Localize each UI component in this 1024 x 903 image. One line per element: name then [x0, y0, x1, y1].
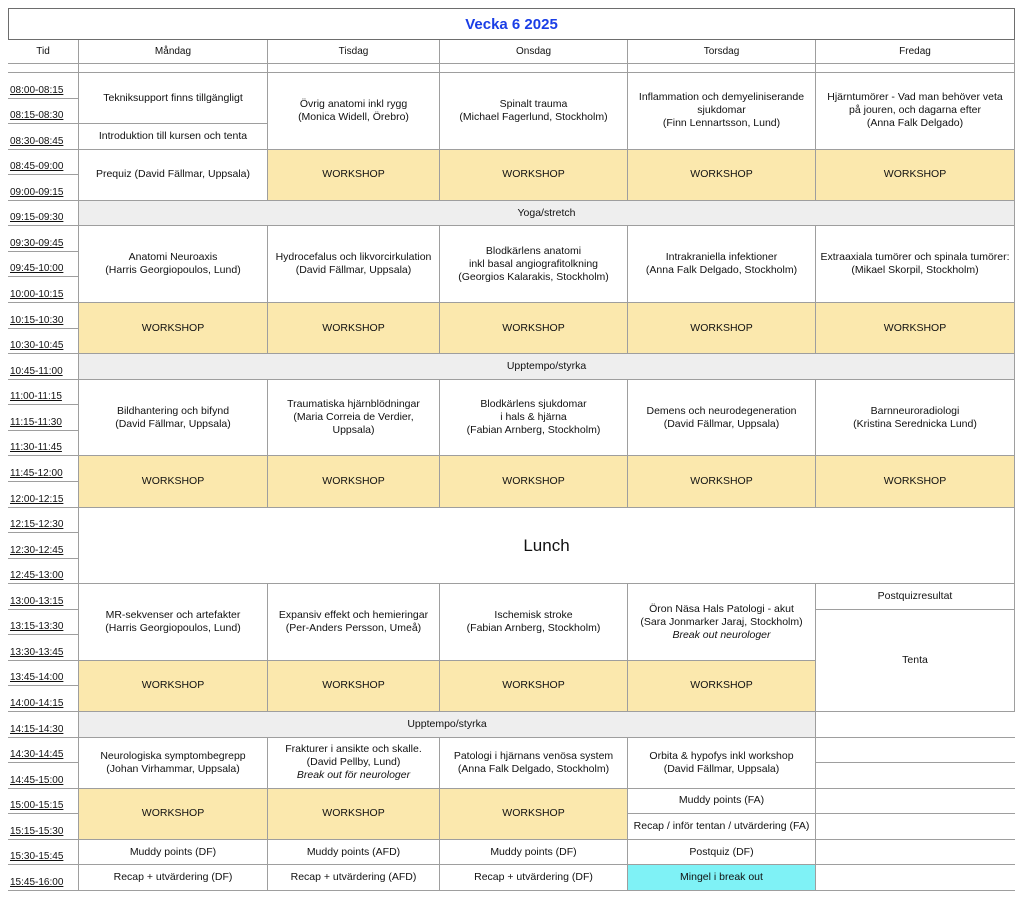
time-slot[interactable]: 14:30-14:45 — [8, 738, 79, 764]
empty-cell — [816, 789, 1015, 815]
time-slot[interactable]: 10:15-10:30 — [8, 303, 79, 329]
time-slot[interactable]: 13:00-13:15 — [8, 584, 79, 610]
workshop-block[interactable]: WORKSHOP — [79, 789, 268, 840]
session-block[interactable]: Hjärntumörer - Vad man behöver veta på jouren, och dagarna efter (Anna Falk Delgado) — [816, 73, 1015, 150]
empty-cell — [816, 814, 1015, 840]
workshop-block[interactable]: WORKSHOP — [268, 303, 440, 354]
session-block[interactable]: Mingel i break out — [628, 865, 816, 891]
session-block[interactable]: Recap + utvärdering (DF) — [440, 865, 628, 891]
workshop-block[interactable]: WORKSHOP — [79, 456, 268, 507]
session-block[interactable]: Demens och neurodegeneration (David Fällmar, Uppsala) — [628, 380, 816, 457]
session-text: Frakturer i ansikte och skalle. (David Pellby, Lund) — [285, 743, 422, 769]
session-block[interactable]: Traumatiska hjärnblödningar (Maria Correia de Verdier, Uppsala) — [268, 380, 440, 457]
time-slot[interactable]: 15:15-15:30 — [8, 814, 79, 840]
session-block[interactable]: Extraaxiala tumörer och spinala tumörer: (Mikael Skorpil, Stockholm) — [816, 226, 1015, 303]
time-slot[interactable]: 09:30-09:45 — [8, 226, 79, 252]
time-slot[interactable]: 12:45-13:00 — [8, 559, 79, 585]
session-block[interactable]: Muddy points (FA) — [628, 789, 816, 815]
lunch-block[interactable]: Lunch — [79, 508, 1015, 585]
time-slot[interactable]: 15:30-15:45 — [8, 840, 79, 866]
session-block[interactable]: Barnneuroradiologi (Kristina Serednicka Lund) — [816, 380, 1015, 457]
workshop-block[interactable]: WORKSHOP — [440, 303, 628, 354]
session-block[interactable]: Muddy points (DF) — [440, 840, 628, 866]
time-slot[interactable]: 11:30-11:45 — [8, 431, 79, 457]
session-block[interactable]: Postquizresultat — [816, 584, 1015, 610]
workshop-block[interactable]: WORKSHOP — [268, 150, 440, 201]
time-slot[interactable]: 08:00-08:15 — [8, 73, 79, 99]
break-row-upptempo[interactable]: Upptempo/styrka — [79, 712, 816, 738]
time-slot[interactable]: 11:45-12:00 — [8, 456, 79, 482]
session-block[interactable]: Inflammation och demyeliniserande sjukdomar (Finn Lennartsson, Lund) — [628, 73, 816, 150]
session-block[interactable] — [268, 738, 440, 789]
time-slot[interactable]: 10:30-10:45 — [8, 329, 79, 355]
session-block[interactable]: Muddy points (DF) — [79, 840, 268, 866]
session-block[interactable]: Blodkärlens anatomi inkl basal angiografitolkning (Georgios Kalarakis, Stockholm) — [440, 226, 628, 303]
workshop-block[interactable]: WORKSHOP — [268, 661, 440, 712]
session-block[interactable]: Intrakraniella infektioner (Anna Falk Delgado, Stockholm) — [628, 226, 816, 303]
time-slot[interactable]: 15:00-15:15 — [8, 789, 79, 815]
session-block[interactable]: Spinalt trauma (Michael Fagerlund, Stockholm) — [440, 73, 628, 150]
session-block[interactable]: MR-sekvenser och artefakter (Harris Georgiopoulos, Lund) — [79, 584, 268, 661]
session-block[interactable]: Orbita & hypofys inkl workshop (David Fällmar, Uppsala) — [628, 738, 816, 789]
column-header: Tid — [8, 40, 79, 64]
break-row-yoga[interactable]: Yoga/stretch — [79, 201, 1015, 227]
time-slot[interactable]: 13:45-14:00 — [8, 661, 79, 687]
session-block[interactable]: Neurologiska symptombegrepp (Johan Virhammar, Uppsala) — [79, 738, 268, 789]
workshop-block[interactable]: WORKSHOP — [440, 456, 628, 507]
time-slot[interactable]: 11:15-11:30 — [8, 405, 79, 431]
time-slot[interactable]: 14:00-14:15 — [8, 686, 79, 712]
workshop-block[interactable]: WORKSHOP — [440, 789, 628, 840]
session-note: Break out för neurologer — [296, 769, 411, 782]
session-block[interactable]: Blodkärlens sjukdomar i hals & hjärna (Fabian Arnberg, Stockholm) — [440, 380, 628, 457]
column-header: Tisdag — [268, 40, 440, 64]
column-header: Onsdag — [440, 40, 628, 64]
time-slot[interactable]: 08:15-08:30 — [8, 99, 79, 125]
spacer-cell — [8, 64, 79, 73]
week-title: Vecka 6 2025 — [8, 8, 1015, 40]
session-block[interactable]: Övrig anatomi inkl rygg (Monica Widell, Örebro) — [268, 73, 440, 150]
session-block[interactable]: Hydrocefalus och likvorcirkulation (David Fällmar, Uppsala) — [268, 226, 440, 303]
empty-cell — [816, 738, 1015, 764]
workshop-block[interactable]: WORKSHOP — [79, 303, 268, 354]
time-slot[interactable]: 09:15-09:30 — [8, 201, 79, 227]
session-block[interactable]: Expansiv effekt och hemieringar (Per-Anders Persson, Umeå) — [268, 584, 440, 661]
session-block[interactable]: Prequiz (David Fällmar, Uppsala) — [79, 150, 268, 201]
workshop-block[interactable]: WORKSHOP — [628, 661, 816, 712]
time-slot[interactable]: 08:45-09:00 — [8, 150, 79, 176]
spacer-cell — [440, 64, 628, 73]
empty-cell — [816, 865, 1015, 891]
time-slot[interactable]: 08:30-08:45 — [8, 124, 79, 150]
session-block[interactable]: Postquiz (DF) — [628, 840, 816, 866]
time-slot[interactable]: 15:45-16:00 — [8, 865, 79, 891]
workshop-block[interactable]: WORKSHOP — [79, 661, 268, 712]
workshop-block[interactable]: WORKSHOP — [816, 456, 1015, 507]
workshop-block[interactable]: WORKSHOP — [440, 150, 628, 201]
spacer-cell — [628, 64, 816, 73]
session-note: Break out neurologer — [672, 628, 771, 641]
workshop-block[interactable]: WORKSHOP — [628, 456, 816, 507]
session-block[interactable]: Tenta — [816, 610, 1015, 712]
session-block[interactable]: Introduktion till kursen och tenta — [79, 124, 268, 150]
workshop-block[interactable]: WORKSHOP — [628, 150, 816, 201]
time-slot[interactable]: 10:00-10:15 — [8, 277, 79, 303]
time-slot[interactable]: 12:15-12:30 — [8, 508, 79, 534]
workshop-block[interactable]: WORKSHOP — [816, 303, 1015, 354]
column-header: Torsdag — [628, 40, 816, 64]
time-slot[interactable]: 13:30-13:45 — [8, 635, 79, 661]
session-block[interactable]: Anatomi Neuroaxis (Harris Georgiopoulos, Lund) — [79, 226, 268, 303]
empty-cell — [816, 763, 1015, 789]
session-block[interactable] — [628, 584, 816, 661]
column-header: Fredag — [816, 40, 1015, 64]
time-slot[interactable]: 09:00-09:15 — [8, 175, 79, 201]
time-slot[interactable]: 11:00-11:15 — [8, 380, 79, 406]
column-header: Måndag — [79, 40, 268, 64]
time-slot[interactable]: 10:45-11:00 — [8, 354, 79, 380]
session-block[interactable]: Recap + utvärdering (AFD) — [268, 865, 440, 891]
spacer-cell — [816, 64, 1015, 73]
session-block[interactable]: Ischemisk stroke (Fabian Arnberg, Stockholm) — [440, 584, 628, 661]
time-slot[interactable]: 14:15-14:30 — [8, 712, 79, 738]
time-slot[interactable]: 14:45-15:00 — [8, 763, 79, 789]
spacer-cell — [268, 64, 440, 73]
time-slot[interactable]: 13:15-13:30 — [8, 610, 79, 636]
session-block[interactable]: Tekniksupport finns tillgängligt — [79, 73, 268, 124]
break-row-upptempo[interactable]: Upptempo/styrka — [79, 354, 1015, 380]
session-block[interactable]: Muddy points (AFD) — [268, 840, 440, 866]
session-block[interactable]: Recap + utvärdering (DF) — [79, 865, 268, 891]
workshop-block[interactable]: WORKSHOP — [268, 789, 440, 840]
workshop-block[interactable]: WORKSHOP — [440, 661, 628, 712]
spacer-cell — [79, 64, 268, 73]
empty-cell — [816, 712, 1015, 738]
workshop-block[interactable]: WORKSHOP — [816, 150, 1015, 201]
session-block[interactable]: Patologi i hjärnans venösa system (Anna Falk Delgado, Stockholm) — [440, 738, 628, 789]
empty-cell — [816, 840, 1015, 866]
session-block[interactable]: Recap / inför tentan / utvärdering (FA) — [628, 814, 816, 840]
time-slot[interactable]: 12:30-12:45 — [8, 533, 79, 559]
time-slot[interactable]: 09:45-10:00 — [8, 252, 79, 278]
time-slot[interactable]: 12:00-12:15 — [8, 482, 79, 508]
workshop-block[interactable]: WORKSHOP — [628, 303, 816, 354]
session-block[interactable]: Bildhantering och bifynd (David Fällmar, Uppsala) — [79, 380, 268, 457]
session-text: Öron Näsa Hals Patologi - akut (Sara Jonmarker Jaraj, Stockholm) — [640, 602, 803, 628]
workshop-block[interactable]: WORKSHOP — [268, 456, 440, 507]
